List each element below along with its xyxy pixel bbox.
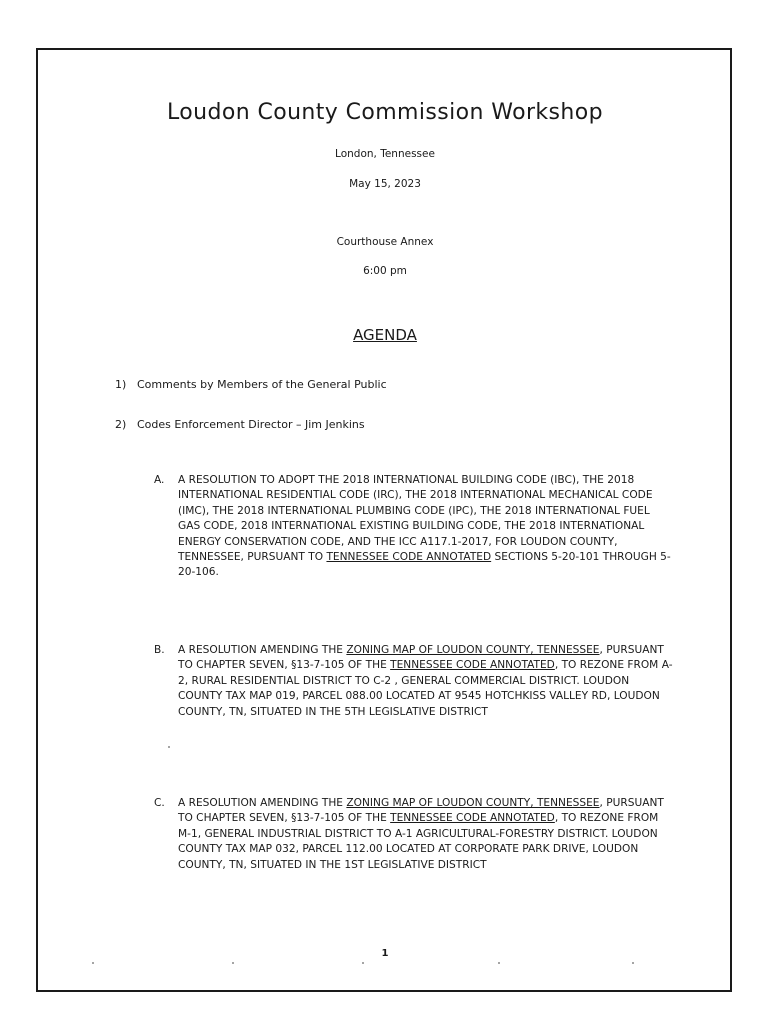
page-number: 1 bbox=[381, 948, 389, 959]
resolution-a bbox=[154, 473, 674, 581]
resolution-reference: TENNESSEE CODE ANNOTATED bbox=[390, 812, 555, 825]
resolution-text-part: SECTIONS 5-20-101 THROUGH 5-20-106. bbox=[178, 551, 671, 579]
scan-speck bbox=[232, 962, 234, 964]
scan-speck bbox=[632, 962, 634, 964]
agenda-item-number: 2) bbox=[115, 418, 127, 431]
meeting-venue: Courthouse Annex bbox=[336, 236, 434, 248]
resolution-b bbox=[154, 643, 674, 720]
resolution-text bbox=[178, 796, 674, 873]
agenda-item-text: Codes Enforcement Director – Jim Jenkins bbox=[137, 418, 365, 431]
resolution-reference: TENNESSEE CODE ANNOTATED bbox=[390, 659, 555, 672]
agenda-item bbox=[115, 378, 387, 391]
resolution-text-part: , PURSUANT TO CHAPTER SEVEN, §13-7-105 OF THE bbox=[178, 797, 664, 825]
resolution-text-part: A RESOLUTION AMENDING THE bbox=[178, 644, 347, 656]
resolution-reference: ZONING MAP OF LOUDON COUNTY, TENNESSEE bbox=[346, 797, 600, 809]
resolution-text-part: , TO REZONE FROM M-1, GENERAL INDUSTRIAL DISTRICT TO A-1 AGRICULTURAL-FORESTRY DISTRICT. LOUDON COUNTY TAX MAP 032, PARCEL 112.00 LOCATED AT CORPORATE PARK DRIVE, LOUDON COUNTY, TN, SITUATED IN THE 1ST LEGISLATIVE DISTRICT bbox=[178, 812, 659, 871]
agenda-heading bbox=[0, 326, 770, 344]
scan-speck bbox=[498, 962, 500, 964]
resolution-text bbox=[178, 643, 674, 720]
resolution-text-part: A RESOLUTION AMENDING THE bbox=[178, 797, 347, 809]
scan-speck bbox=[168, 746, 170, 748]
resolution-letter: C. bbox=[154, 797, 165, 809]
resolution-text-part: , TO REZONE FROM A-2, RURAL RESIDENTIAL DISTRICT TO C-2 , GENERAL COMMERCIAL DISTRICT. LOUDON COUNTY TAX MAP 019, PARCEL 088.00 LOCATED AT 9545 HOTCHKISS VALLEY RD, LOUDON COUNTY, TN, SITUATED IN THE 5TH LEGISLATIVE DISTRICT bbox=[178, 659, 673, 718]
agenda-item bbox=[115, 418, 365, 431]
resolution-text bbox=[178, 473, 674, 581]
scan-speck bbox=[92, 962, 94, 964]
meeting-location: London, Tennessee bbox=[335, 148, 435, 160]
resolution-reference: TENNESSEE CODE ANNOTATED bbox=[326, 551, 492, 564]
agenda-item-text: Comments by Members of the General Public bbox=[137, 378, 387, 391]
agenda-heading-text: AGENDA bbox=[353, 326, 417, 344]
agenda-item-number: 1) bbox=[115, 378, 127, 391]
scan-speck bbox=[362, 962, 364, 964]
meeting-time: 6:00 pm bbox=[363, 265, 407, 277]
document-title: Loudon County Commission Workshop bbox=[167, 100, 603, 125]
resolution-letter: B. bbox=[154, 644, 165, 656]
resolution-text-part: A RESOLUTION TO ADOPT THE 2018 INTERNATIONAL BUILDING CODE (IBC), THE 2018 INTERNATIONAL RESIDENTIAL CODE (IRC), THE 2018 INTERNATIONAL MECHANICAL CODE (IMC), THE 2018 INTERNATIONAL PLUMBING CODE (IPC), THE 2018 INTERNATIONAL FUEL GAS CODE, 2018 INTERNATIONAL EXISTING BUILDING CODE, THE 2018 INTERNATIONAL ENERGY CONSERVATION CODE, AND THE ICC A117.1-2017, FOR LOUDON COUNTY, TENNESSEE, PURSUANT TO bbox=[178, 474, 653, 564]
resolution-letter: A. bbox=[154, 474, 165, 486]
resolution-text-part: , PURSUANT TO CHAPTER SEVEN, §13-7-105 OF THE bbox=[178, 644, 664, 672]
resolution-c bbox=[154, 796, 674, 873]
resolution-reference: ZONING MAP OF LOUDON COUNTY, TENNESSEE bbox=[346, 644, 600, 656]
meeting-date: May 15, 2023 bbox=[349, 178, 421, 190]
